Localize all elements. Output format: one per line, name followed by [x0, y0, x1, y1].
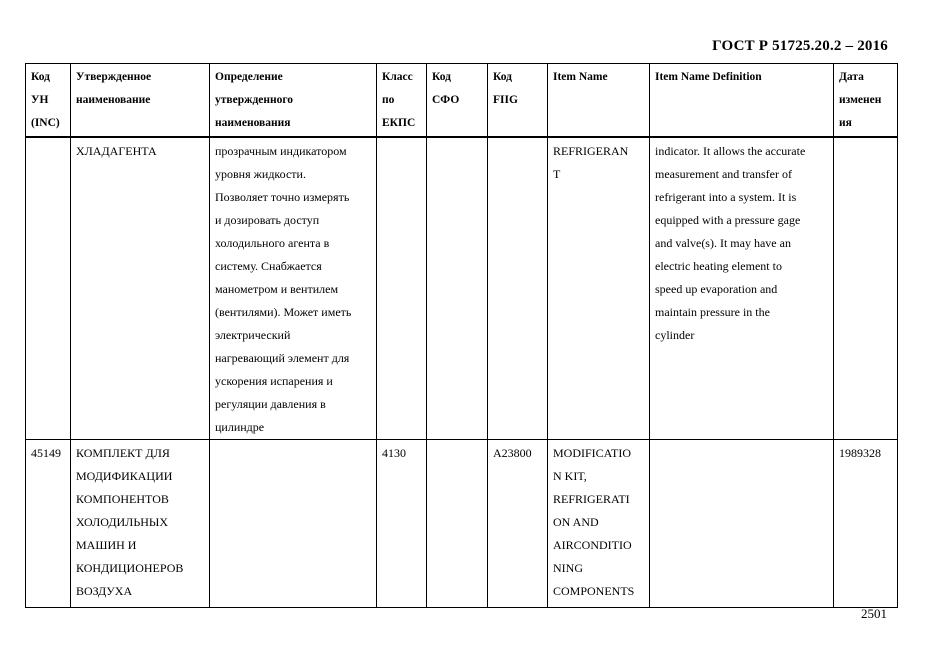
standard-title: ГОСТ Р 51725.20.2 – 2016 — [712, 38, 888, 54]
table-row — [26, 137, 898, 440]
cell-item-name-definition — [650, 440, 834, 608]
header-change-date: Дата изменен ия — [834, 64, 898, 137]
table-row — [26, 440, 898, 608]
cell-definition: прозрачным индикатором уровня жидкости. Позволяет точно измерять и дозировать доступ холодильного агента в систему. Снабжается манометром и вентилем (вентилями). Может иметь электрический нагревающий элемент для ускорения испарения и регуляции давления в цилиндре — [210, 137, 377, 440]
header-definition: Определение утвержденного наименования — [210, 64, 377, 137]
header-inc: Код УН (INC) — [26, 64, 71, 137]
cell-inc: 45149 — [26, 440, 71, 608]
cell-change-date: 1989328 — [834, 440, 898, 608]
cell-approved-name: КОМПЛЕКТ ДЛЯ МОДИФИКАЦИИ КОМПОНЕНТОВ ХОЛОДИЛЬНЫХ МАШИН И КОНДИЦИОНЕРОВ ВОЗДУХА — [71, 440, 210, 608]
cell-fiig-code — [488, 137, 548, 440]
header-item-name-definition: Item Name Definition — [650, 64, 834, 137]
cell-approved-name: ХЛАДАГЕНТА — [71, 137, 210, 440]
cell-inc — [26, 137, 71, 440]
page-number: 2501 — [861, 606, 887, 621]
cell-item-name: REFRIGERAN T — [548, 137, 650, 440]
header-approved-name: Утвержденное наименование — [71, 64, 210, 137]
header-sfo-code: Код СФО — [427, 64, 488, 137]
cell-ekps-class: 4130 — [377, 440, 427, 608]
cell-item-name-definition: indicator. It allows the accurate measurement and transfer of refrigerant into a system. It is equipped with a pressure gage and valve(s). It may have an electric heating element to speed up evaporation and maintain pressure in the cylinder — [650, 137, 834, 440]
cell-sfo-code — [427, 137, 488, 440]
table-header-row — [26, 64, 898, 137]
header-item-name: Item Name — [548, 64, 650, 137]
header-ekps-class: Класс по ЕКПС — [377, 64, 427, 137]
cell-definition — [210, 440, 377, 608]
header-fiig-code: Код FIIG — [488, 64, 548, 137]
cell-item-name: MODIFICATIO N KIT, REFRIGERATI ON AND AIRCONDITIO NING COMPONENTS — [548, 440, 650, 608]
nomenclature-table — [25, 63, 898, 608]
cell-fiig-code: A23800 — [488, 440, 548, 608]
cell-change-date — [834, 137, 898, 440]
cell-ekps-class — [377, 137, 427, 440]
cell-sfo-code — [427, 440, 488, 608]
